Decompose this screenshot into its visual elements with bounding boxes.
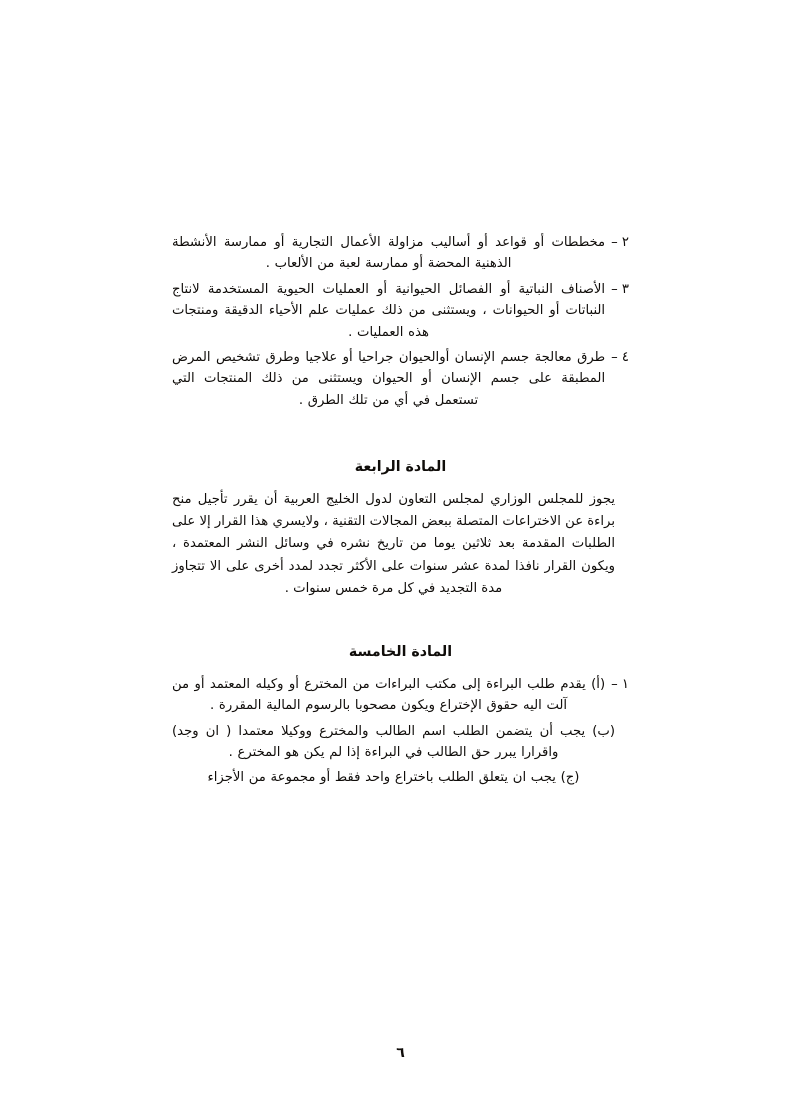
article-heading-four: المادة الرابعة xyxy=(354,459,447,475)
list-item xyxy=(172,721,629,764)
section-spacer xyxy=(172,600,629,644)
list-item-text: (ب) يجب أن يتضمن الطلب اسم الطالب والمخترع ووكيلا معتمدا ( ان وجد) واقرارا يبرر حق الطالب في البراءة إذا لم يكن هو المخترع . xyxy=(172,723,615,760)
list-item xyxy=(172,232,629,275)
list-item-marker: ٢ – xyxy=(611,235,629,250)
list-item xyxy=(172,674,629,717)
list-item-marker: ١ – xyxy=(611,676,629,692)
page-content xyxy=(172,232,629,793)
list-item-text: طرق معالجة جسم الإنسان أوالحيوان جراحيا أو علاجيا وطرق تشخيص المرض المطبقة على جسم الإنسان أو الحيوان ويستثنى من ذلك المنتجات التي تستعمل في أي من تلك الطرق . xyxy=(172,349,606,408)
section-spacer xyxy=(172,415,629,459)
article-four-body: يجوز للمجلس الوزاري لمجلس التعاون لدول الخليج العربية أن يقرر تأجيل منح براءة عن الاختراعات المتصلة ببعض المجالات التقنية ، ولايسري هذا القرار إلا على الطلبات المقدمة بعد ثلاثين يوما من تاريخ نشره في وسائل النشر المعتمدة ، ويكون القرار نافذا لمدة عشر سنوات على الأكثر تجدد لمدد أخرى على الا تتجاوز مدة التجديد في كل مرة خمس سنوات . xyxy=(172,492,615,596)
list-item xyxy=(172,767,629,788)
heading-spacer xyxy=(172,475,629,489)
list-item-text: (أ) يقدم طلب البراءة إلى مكتب البراءات من المخترع أو وكيله المعتمد أو من آلت اليه حقوق الإختراع ويكون مصحوبا بالرسوم المالية المقررة . xyxy=(172,676,606,714)
heading-spacer xyxy=(172,660,629,674)
page-number: ٦ xyxy=(396,1045,405,1061)
list-item-text: الأصناف النباتية أو الفصائل الحيوانية أو العمليات الحيوية المستخدمة لانتاج النباتات أو الحيوانات ، ويستثنى من ذلك عمليات علم الأحياء الدقيقة ومنتجات هذه العمليات . xyxy=(172,281,606,340)
article-heading-five: المادة الخامسة xyxy=(348,643,453,660)
list-item-marker: ٣ – xyxy=(611,281,629,297)
list-item-text: مخططات أو قواعد أو أساليب مزاولة الأعمال التجارية أو ممارسة الأنشطة الذهنية المحضة أو ممارسة لعبة من الألعاب . xyxy=(172,235,606,272)
list-item-text: (ج) يجب ان يتعلق الطلب باختراع واحد فقط أو مجموعة من الأجزاء xyxy=(207,770,580,786)
list-item-marker: ٤ – xyxy=(611,349,629,365)
list-item xyxy=(172,347,629,411)
list-item xyxy=(172,279,629,343)
